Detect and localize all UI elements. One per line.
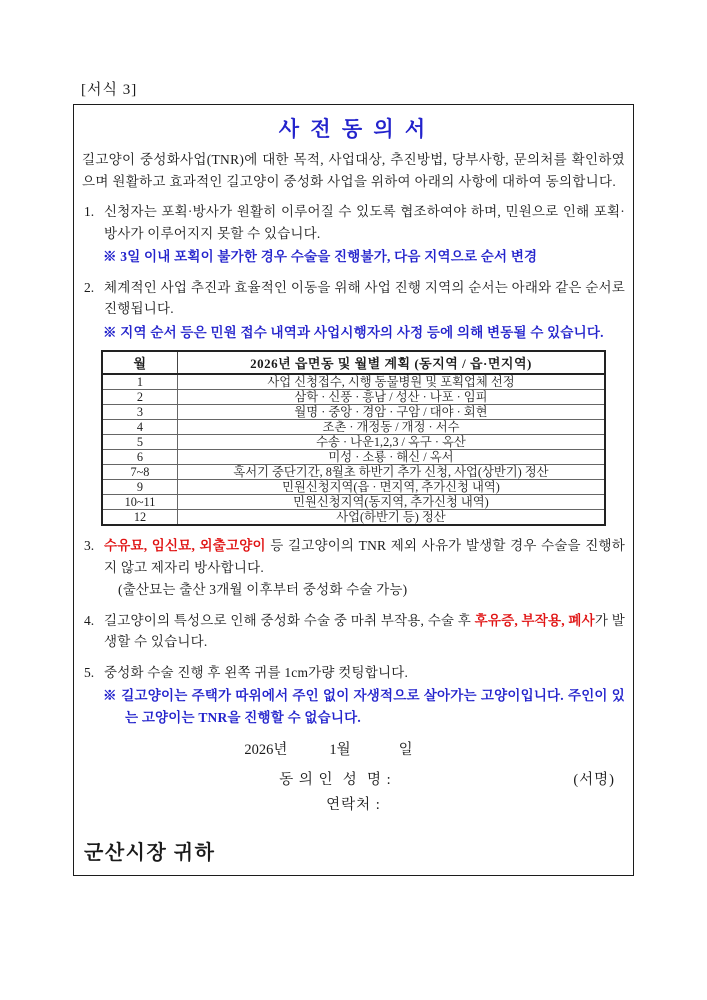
contact-row <box>82 793 625 814</box>
signature-hint: (서명) <box>573 772 615 788</box>
recipient-line: 군산시장 귀하 <box>84 842 216 864</box>
item-text: 중성화 수술 진행 후 왼쪽 귀를 1cm가량 컷팅합니다. <box>104 664 409 680</box>
month-cell: 9 <box>102 480 177 495</box>
page-title: 사 전 동 의 서 <box>278 117 429 141</box>
item-before-text: 길고양이의 특성으로 인해 중성화 수술 중 마취 부작용, 수술 후 <box>104 612 475 628</box>
table-row <box>102 450 605 465</box>
month-cell: 6 <box>102 450 177 465</box>
contact-label: 연락처 : <box>326 797 381 813</box>
form-label: [서식 3] <box>81 82 138 98</box>
document-page <box>73 78 634 876</box>
month-cell: 12 <box>102 510 177 526</box>
item-note: ※ 지역 순서 등은 민원 접수 내역과 사업시행자의 사정 등에 의해 변동될 수 있습니다. <box>103 324 604 340</box>
plan-cell: 삼학 · 신풍 · 흥남 / 성산 · 나포 · 임피 <box>177 390 605 405</box>
item-number: 5. <box>84 664 95 680</box>
item-text <box>82 610 625 653</box>
table-header-row <box>102 351 605 374</box>
plan-cell: 수송 · 나운1,2,3 / 옥구 · 옥산 <box>177 435 605 450</box>
item-text: 신청자는 포획·방사가 원활히 이루어질 수 있도록 협조하여야 하며, 민원으로 인해 포획·방사가 이루어지지 못할 수 있습니다. <box>104 204 625 241</box>
month-cell: 2 <box>102 390 177 405</box>
item-number: 3. <box>84 538 95 553</box>
plan-cell: 사업(하반기 등) 정산 <box>177 510 605 526</box>
consent-item-2 <box>82 277 625 344</box>
table-row <box>102 374 605 390</box>
plan-cell: 조촌 · 개정동 / 개정 · 서수 <box>177 420 605 435</box>
consent-item-5 <box>82 662 625 729</box>
item-rest-text: 등 길고양이의 TNR 제외 사유가 발생할 경우 수술을 진행하지 않고 제자리 방사합니다. <box>104 538 625 575</box>
consent-item-4 <box>82 610 625 653</box>
signature-block <box>82 738 625 814</box>
month-cell: 4 <box>102 420 177 435</box>
consent-item-3 <box>82 535 625 601</box>
table-row <box>102 435 605 450</box>
consent-item-1 <box>82 201 625 268</box>
item-text: 체계적인 사업 추진과 효율적인 이동을 위해 사업 진행 지역의 순서는 아래와 같은 순서로 진행됩니다. <box>104 279 625 316</box>
month-cell: 1 <box>102 374 177 390</box>
table-row <box>102 480 605 495</box>
table-row <box>102 420 605 435</box>
table-row <box>102 495 605 510</box>
table-row <box>102 405 605 420</box>
intro-paragraph: 길고양이 중성화사업(TNR)에 대한 목적, 사업대상, 추진방법, 당부사항, 문의처를 확인하였으며 원활하고 효과적인 길고양이 중성화 사업을 위하여 아래의 사항에 대하여 동의합니다. <box>82 152 625 189</box>
plan-cell: 미성 · 소룡 · 해신 / 옥서 <box>177 450 605 465</box>
plan-cell: 월명 · 중앙 · 경암 · 구암 / 대야 · 회현 <box>177 405 605 420</box>
plan-cell: 사업 신청접수, 시행 동물병원 및 포획업체 선정 <box>177 374 605 390</box>
plan-cell: 민원신청지역(읍 · 면지역, 추가신청 내역) <box>177 480 605 495</box>
item-number: 2. <box>84 279 95 295</box>
table-header-month: 월 <box>102 351 177 374</box>
schedule-table <box>101 350 606 526</box>
date-day: 일 <box>398 742 413 758</box>
item-number: 4. <box>84 612 95 628</box>
date-line <box>57 738 600 759</box>
month-cell: 5 <box>102 435 177 450</box>
month-cell: 7~8 <box>102 465 177 480</box>
table-header-plan: 2026년 읍면동 및 월별 계획 (동지역 / 읍·면지역) <box>177 351 605 374</box>
table-row <box>102 390 605 405</box>
item-note: ※ 3일 이내 포획이 불가한 경우 수술을 진행불가, 다음 지역으로 순서 변경 <box>103 249 538 264</box>
date-month: 1월 <box>329 742 351 758</box>
item-red-text: 수유묘, 임신묘, 외출고양이 <box>104 538 266 553</box>
consenter-label: 동 의 인 성 명 : <box>279 772 392 788</box>
month-cell: 3 <box>102 405 177 420</box>
item-note: ※ 길고양이는 주택가 따위에서 주인 없이 자생적으로 살아가는 고양이입니다. 주인이 있는 고양이는 TNR을 진행할 수 없습니다. <box>103 688 625 725</box>
schedule-table-body <box>102 374 605 525</box>
item-red-text: 후유증, 부작용, 폐사 <box>474 612 595 628</box>
plan-cell: 민원신청지역(동지역, 추가신청 내역) <box>177 495 605 510</box>
item-sub-note: (출산묘는 출산 3개월 이후부터 중성화 수술 가능) <box>118 582 408 597</box>
table-row <box>102 465 605 480</box>
plan-cell: 혹서기 중단기간, 8월초 하반기 추가 신청, 사업(상반기) 정산 <box>177 465 605 480</box>
date-year: 2026년 <box>244 742 288 758</box>
consenter-name-row <box>64 768 615 789</box>
item-number: 1. <box>84 204 95 219</box>
table-row <box>102 510 605 526</box>
item-after-text: 가 발생할 수 있습니다. <box>104 612 625 649</box>
consent-box <box>73 104 634 876</box>
month-cell: 10~11 <box>102 495 177 510</box>
item-text <box>82 535 625 601</box>
